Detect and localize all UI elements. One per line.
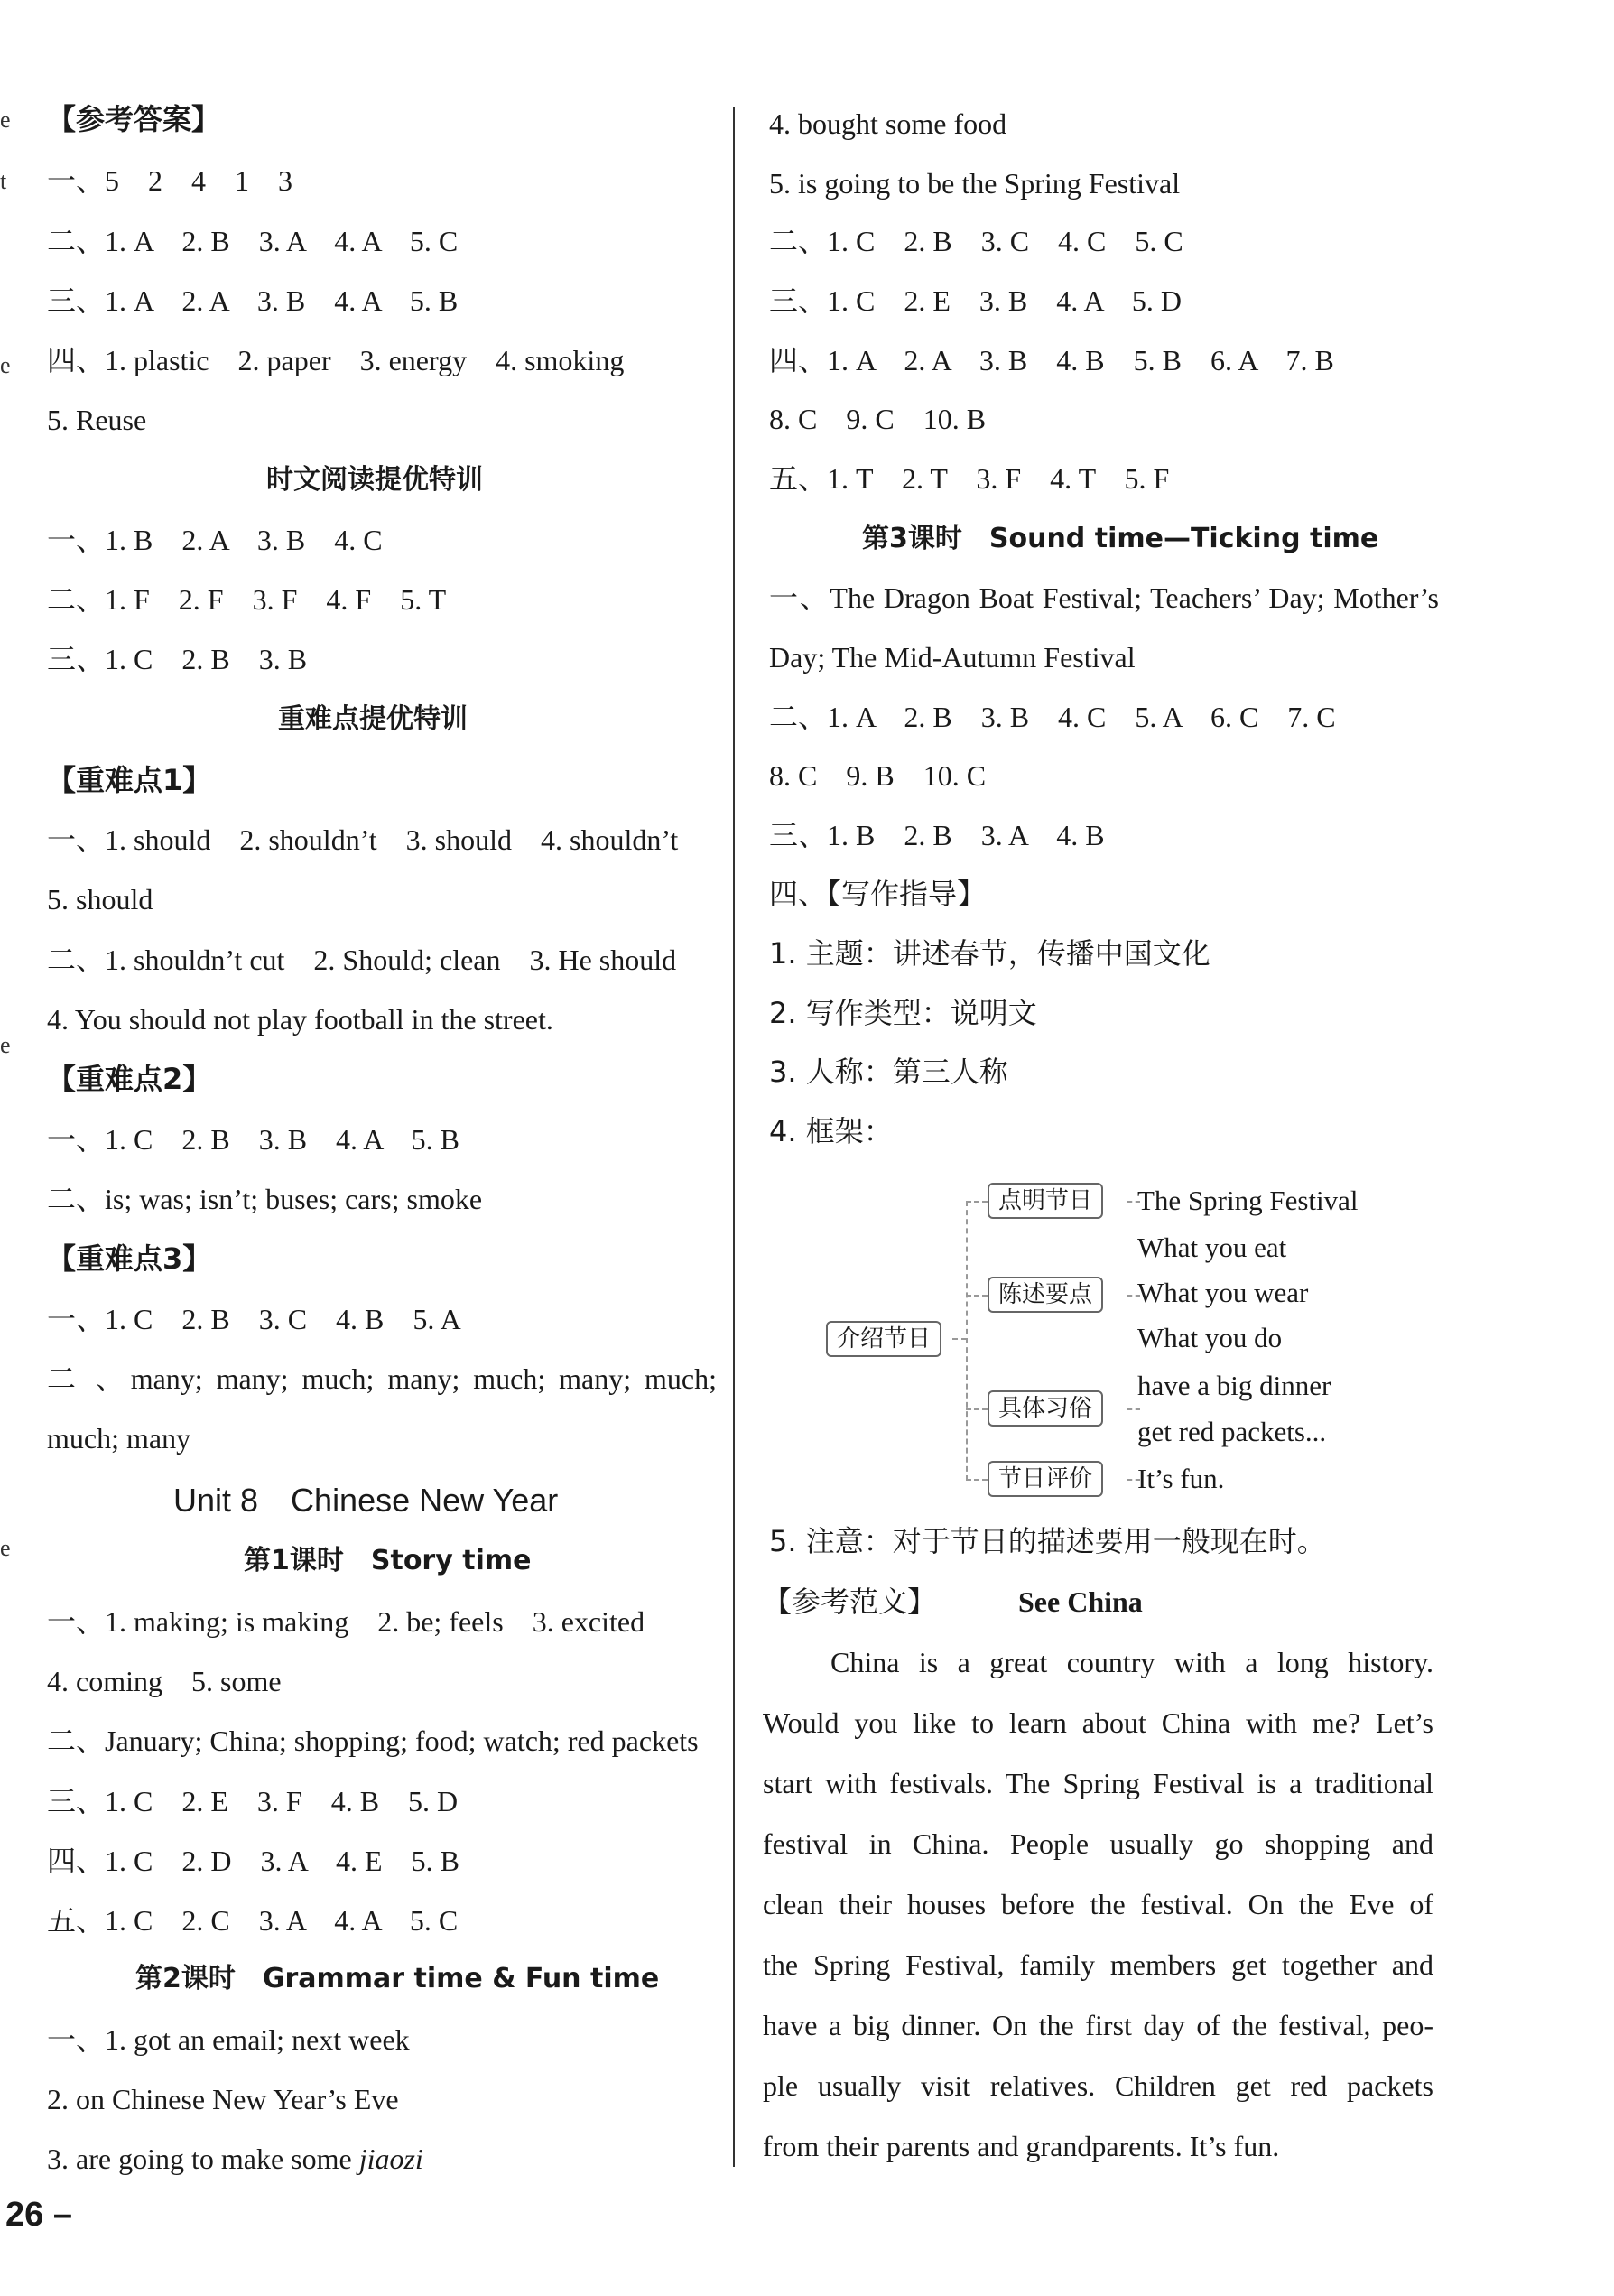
model-essay-title: See China xyxy=(1018,1585,1143,1618)
unit-title: Unit 8 Chinese New Year xyxy=(173,1482,559,1519)
subsection-heading: 【重难点1】 xyxy=(47,763,212,797)
page-number: 26 – xyxy=(5,2196,72,2234)
answer-line: 五、1. T 2. T 3. F 4. T 5. F xyxy=(769,462,1170,495)
margin-fragment: e xyxy=(0,1535,11,1561)
mindmap-leaf: What you eat xyxy=(1137,1232,1287,1263)
answer-line: 一、1. should 2. shouldn’t 3. should 4. shouldn’t xyxy=(47,823,679,856)
answer-key-heading: 【参考答案】 xyxy=(47,102,221,136)
guide-line: 5. 注意：对于节日的描述要用一般现在时。 xyxy=(769,1524,1326,1558)
mindmap-root: 介绍节日 xyxy=(826,1321,942,1357)
essay-line: from their parents and grandparents. It’s fun. xyxy=(763,2130,1280,2162)
answer-line: 二 、many; many; much; many; much; many; much; xyxy=(47,1362,717,1395)
answer-line: 二、is; was; isn’t; buses; cars; smoke xyxy=(47,1183,483,1215)
answer-line: 二、1. A 2. B 3. B 4. C 5. A 6. C 7. C xyxy=(769,701,1336,733)
answer-line: 一、The Dragon Boat Festival; Teachers’ Day; Mother’s xyxy=(769,581,1439,614)
connector-line xyxy=(966,1201,988,1203)
connector-line xyxy=(966,1201,968,1481)
answer-line: 2. on Chinese New Year’s Eve xyxy=(47,2083,399,2115)
model-essay-label: 【参考范文】 xyxy=(763,1585,937,1619)
answer-line: 一、1. B 2. A 3. B 4. C xyxy=(47,524,383,556)
margin-fragment: t xyxy=(0,168,7,194)
essay-line: the Spring Festival, family members get together and xyxy=(763,1948,1433,1981)
answer-line: 二、January; China; shopping; food; watch; red packets xyxy=(47,1724,699,1757)
mindmap-leaf: have a big dinner xyxy=(1137,1370,1331,1401)
connector-line xyxy=(966,1408,988,1410)
essay-line: China is a great country with a long history. xyxy=(830,1646,1433,1678)
answer-line: 三、1. C 2. E 3. F 4. B 5. D xyxy=(47,1785,459,1817)
guide-line: 2. 写作类型：说明文 xyxy=(769,996,1037,1030)
answer-line: much; many xyxy=(47,1422,191,1455)
lesson-heading: 第3课时 Sound time—Ticking time xyxy=(862,523,1379,554)
lesson-heading: 第2课时 Grammar time & Fun time xyxy=(135,1963,660,1994)
answer-line: 8. C 9. B 10. C xyxy=(769,759,987,792)
answer-line: 一、5 2 4 1 3 xyxy=(47,164,293,197)
connector-line xyxy=(1127,1408,1140,1410)
mindmap-leaf: What you wear xyxy=(1137,1277,1309,1308)
column-divider xyxy=(733,107,735,2167)
answer-line: 三、1. A 2. A 3. B 4. A 5. B xyxy=(47,284,459,317)
margin-fragment: e xyxy=(0,352,11,378)
answer-line: 四、1. C 2. D 3. A 4. E 5. B xyxy=(47,1845,459,1877)
answer-line: 5. Reuse xyxy=(47,404,147,436)
subsection-heading: 【重难点2】 xyxy=(47,1062,212,1096)
mindmap-leaf: The Spring Festival xyxy=(1137,1185,1359,1216)
answer-line: 五、1. C 2. C 3. A 4. A 5. C xyxy=(47,1904,459,1937)
section-heading: 重难点提优特训 xyxy=(278,703,468,735)
answer-line xyxy=(47,2137,423,2180)
answer-line: 一、1. C 2. B 3. B 4. A 5. B xyxy=(47,1123,459,1156)
answer-line: 二、1. A 2. B 3. A 4. A 5. C xyxy=(47,225,459,257)
guide-line: 3. 人称：第三人称 xyxy=(769,1055,1008,1089)
answer-line: 4. You should not play football in the street. xyxy=(47,1003,553,1036)
guide-line: 4. 框架： xyxy=(769,1114,893,1148)
answer-line: 四、1. A 2. A 3. B 4. B 5. B 6. A 7. B xyxy=(769,344,1334,376)
answer-line: 三、1. C 2. E 3. B 4. A 5. D xyxy=(769,284,1182,317)
section-heading: 时文阅读提优特训 xyxy=(266,464,483,496)
mindmap-branch: 点明节日 xyxy=(988,1183,1103,1219)
writing-guide-heading: 四、【写作指导】 xyxy=(769,877,987,911)
essay-line: clean their houses before the festival. On the Eve of xyxy=(763,1888,1433,1920)
margin-fragment: e xyxy=(0,107,11,133)
answer-line: 一、1. making; is making 2. be; feels 3. excited xyxy=(47,1605,645,1638)
answer-line: 5. is going to be the Spring Festival xyxy=(769,167,1181,200)
mindmap-leaf: get red packets... xyxy=(1137,1416,1327,1447)
mindmap-branch: 陈述要点 xyxy=(988,1277,1103,1313)
mindmap-leaf: It’s fun. xyxy=(1137,1463,1225,1494)
answer-line: 4. coming 5. some xyxy=(47,1665,282,1697)
essay-line: Would you like to learn about China with me? Let’s xyxy=(763,1706,1433,1739)
answer-line: Day; The Mid-Autumn Festival xyxy=(769,641,1136,674)
lesson-heading: 第1课时 Story time xyxy=(244,1545,532,1576)
essay-line: start with festivals. The Spring Festival is a traditional xyxy=(763,1767,1433,1799)
answer-line: 二、1. C 2. B 3. C 4. C 5. C xyxy=(769,225,1183,257)
mindmap-leaf: What you do xyxy=(1137,1322,1283,1353)
connector-line xyxy=(952,1338,967,1340)
essay-line: ple usually visit relatives. Children get red packets xyxy=(763,2069,1433,2102)
connector-line xyxy=(966,1479,988,1481)
answer-line: 二、1. shouldn’t cut 2. Should; clean 3. He should xyxy=(47,943,677,976)
mindmap-branch: 节日评价 xyxy=(988,1461,1103,1497)
mindmap-branch: 具体习俗 xyxy=(988,1390,1103,1427)
essay-line: have a big dinner. On the first day of the festival, peo- xyxy=(763,2009,1433,2041)
answer-line: 四、1. plastic 2. paper 3. energy 4. smoking xyxy=(47,344,625,376)
guide-line: 1. 主题：讲述春节，传播中国文化 xyxy=(769,936,1210,971)
connector-line xyxy=(966,1295,988,1297)
subsection-heading: 【重难点3】 xyxy=(47,1241,212,1276)
answer-line: 二、1. F 2. F 3. F 4. F 5. T xyxy=(47,583,447,616)
essay-line: festival in China. People usually go shopping and xyxy=(763,1827,1433,1860)
margin-fragment: e xyxy=(0,1032,11,1058)
answer-line: 4. bought some food xyxy=(769,107,1007,140)
answer-line: 一、1. C 2. B 3. C 4. B 5. A xyxy=(47,1303,461,1335)
answer-line: 一、1. got an email; next week xyxy=(47,2023,410,2056)
pinyin-word: jiaozi xyxy=(358,2143,423,2175)
answer-line: 三、1. B 2. B 3. A 4. B xyxy=(769,819,1105,851)
answer-text: 3. are going to make some xyxy=(47,2143,359,2175)
answer-line: 三、1. C 2. B 3. B xyxy=(47,643,308,675)
answer-line: 8. C 9. C 10. B xyxy=(769,403,987,435)
answer-line: 5. should xyxy=(47,883,153,916)
